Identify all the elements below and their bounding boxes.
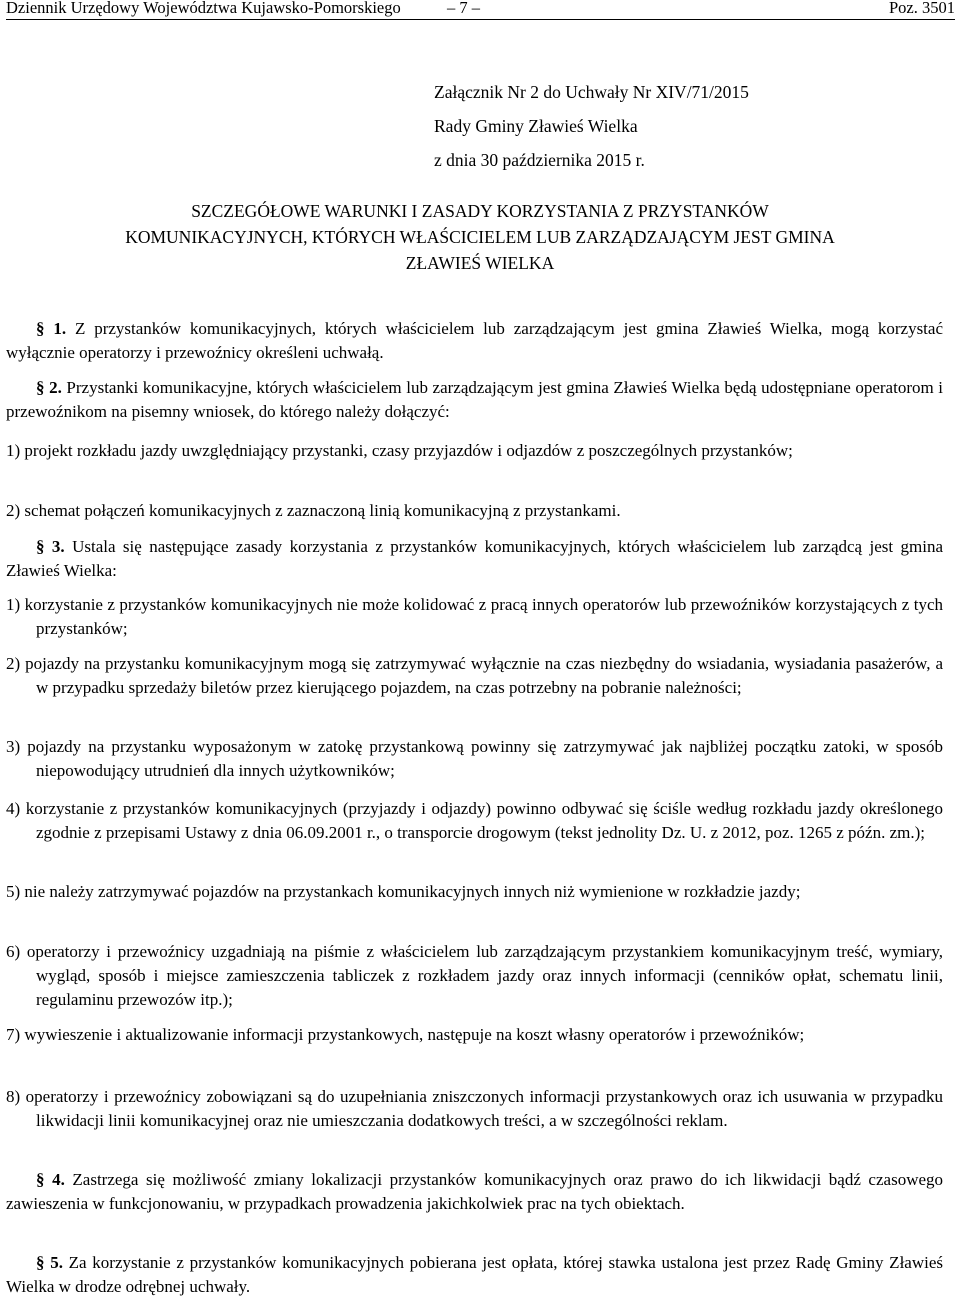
section-3-item-3: 3) pojazdy na przystanku wyposażonym w zatokę przystankową powinny się zatrzymywać jak najbliżej początku zatoki, w sposób niepowodujący utrudnień dla innych użytkowników; [6,737,943,780]
section-3 [6,535,943,583]
annex-line-3: z dnia 30 października 2015 r. [434,150,645,170]
section-4 [6,1168,943,1216]
annex-line-1: Załącznik Nr 2 do Uchwały Nr XIV/71/2015 [434,82,749,102]
title-line-3: ZŁAWIEŚ WIELKA [405,253,555,273]
header-divider [6,19,955,20]
section-3-text: Ustala się następujące zasady korzystania z przystanków komunikacyjnych, których właścicielem lub zarządcą jest gmina Zławieś Wielka: [6,537,944,580]
document-title [6,198,954,276]
section-3-item-8: 8) operatorzy i przewoźnicy zobowiązani są do uzupełniania zniszczonych informacji przystankowych oraz ich usuwania w przypadku likwidacji linii komunikacyjnej oraz nie umieszczania dodatkowych treści, a w szczególności reklam. [6,1087,943,1130]
page-header [6,0,955,19]
section-3-item-4: 4) korzystanie z przystanków komunikacyjnych (przyjazdy i odjazdy) powinno odbywać się ściśle według rozkładu jazdy określonego zgodnie z przepisami Ustawy z dnia 06.09.2001 r., o transporcie drogowym (tekst jednolity Dz. U. z 2012, poz. 1265 z późn. zm.); [6,799,943,842]
section-2-number: § 2. [36,378,62,397]
position-number: Poz. 3501 [889,0,955,17]
annex-block [434,78,749,180]
section-5-text: Za korzystanie z przystanków komunikacyjnych pobierana jest opłata, której stawka ustalona jest przez Radę Gminy Zławieś Wielka w drodze odrębnej uchwały. [6,1253,943,1296]
section-5 [6,1251,943,1299]
journal-title: Dziennik Urzędowy Województwa Kujawsko-Pomorskiego [6,0,401,17]
section-3-number: § 3. [36,537,65,556]
annex-line-2: Rady Gminy Zławieś Wielka [434,116,638,136]
section-4-text: Zastrzega się możliwość zmiany lokalizacji przystanków komunikacyjnych oraz prawo do ich likwidacji bądź czasowego zawieszenia w funkcjonowaniu, w przypadkach prowadzenia jakichkolwiek prac na tych obiektach. [6,1170,944,1213]
section-3-item-5: 5) nie należy zatrzymywać pojazdów na przystankach komunikacyjnych innych niż wymienione w rozkładzie jazdy; [6,882,801,901]
section-4-number: § 4. [36,1170,65,1189]
section-1 [6,317,943,365]
section-2 [6,376,943,424]
section-2-item-2: 2) schemat połączeń komunikacyjnych z zaznaczoną linią komunikacyjną z przystankami. [6,501,621,520]
section-3-item-1: 1) korzystanie z przystanków komunikacyjnych nie może kolidować z pracą innych operatorów lub przewoźników korzystających z tych przystanków; [6,595,943,638]
title-line-2: KOMUNIKACYJNYCH, KTÓRYCH WŁAŚCICIELEM LUB ZARZĄDZAJĄCYM JEST GMINA [125,227,835,247]
section-5-number: § 5. [36,1253,63,1272]
page-number: – 7 – [447,0,480,17]
section-2-item-1: 1) projekt rozkładu jazdy uwzględniający przystanki, czasy przyjazdów i odjazdów z poszczególnych przystanków; [6,441,793,460]
title-line-1: SZCZEGÓŁOWE WARUNKI I ZASADY KORZYSTANIA Z PRZYSTANKÓW [191,201,769,221]
section-1-text: Z przystanków komunikacyjnych, których właścicielem lub zarządzającym jest gmina Zławieś Wielka, mogą korzystać wyłącznie operatorzy i przewoźnicy określeni uchwałą. [6,319,943,362]
section-1-number: § 1. [36,319,67,338]
section-3-item-6: 6) operatorzy i przewoźnicy uzgadniają na piśmie z właścicielem lub zarządzającym przystankiem komunikacyjnym treść, wymiary, wygląd, sposób i miejsce zamieszczenia tabliczek z rozkładem jazdy oraz innych informacji (cenników opłat, schematu linii, regulaminu przewozów itp.); [6,942,943,1009]
section-2-text: Przystanki komunikacyjne, których właścicielem lub zarządzającym jest gmina Zławieś Wielka będą udostępniane operatorom i przewoźnikom na pisemny wniosek, do którego należy dołączyć: [6,378,944,421]
section-3-item-2: 2) pojazdy na przystanku komunikacyjnym mogą się zatrzymywać wyłącznie na czas niezbędny do wsiadania, wysiadania pasażerów, a w przypadku sprzedaży biletów przez kierującego pojazdem, na czas potrzebny na pobranie należności; [6,654,943,697]
section-3-item-7: 7) wywieszenie i aktualizowanie informacji przystankowych, następuje na koszt własny operatorów i przewoźników; [6,1025,805,1044]
